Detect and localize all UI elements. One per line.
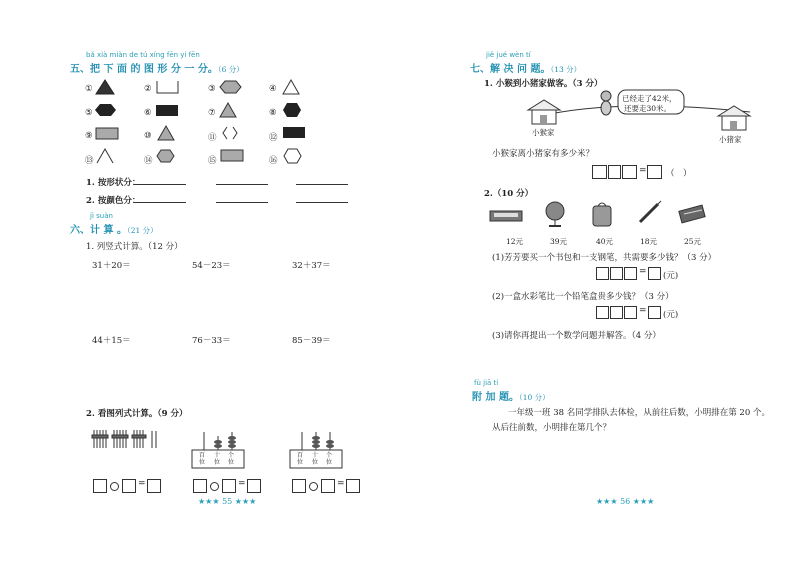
hexagon-outline-icon [284,149,304,164]
sec7-title: 七、解 决 问 题。（13 分） [470,64,582,75]
item-price: 12元 [506,237,524,246]
answer-line[interactable] [134,202,186,203]
abacus-label: 十 位 [214,452,221,466]
answer-box[interactable] [346,479,360,493]
equals-sign: = [238,479,246,489]
hexagon-grey-icon [157,150,177,164]
open-rectangle-icon [156,80,182,96]
bubble-text: 已经走了42米， [622,94,677,103]
extra-text-1: 一年级一班 38 名同学排队去体检，从前往后数，小明排在第 20 个。 [508,408,770,418]
item-price: 40元 [596,237,614,246]
abacus-label: 百 位 [199,452,206,466]
answer-box[interactable] [222,479,236,493]
shape-label: ① [85,84,93,94]
by-color-label: 2. 按颜色分： [86,196,141,206]
shape-label: ⑩ [144,131,152,141]
shape-label: ⑨ [85,131,93,141]
p1-title: 1. 小猴到小猪家做客。（3 分） [484,79,603,89]
calc-item: 31＋20＝ [92,261,131,271]
calc-item: 32＋37＝ [292,261,331,271]
triangle-outline-icon [283,80,301,96]
answer-box[interactable] [647,165,662,179]
answer-box[interactable] [596,267,609,280]
rectangle-dark-icon [283,127,307,139]
shape-label: ④ [269,84,277,94]
open-hexagon-icon [222,126,240,142]
answer-box[interactable] [648,306,661,319]
answer-box[interactable] [592,165,607,179]
triangle-grey-icon [158,126,176,142]
abacus-label: 个 位 [326,452,333,466]
pen-icon [636,200,664,226]
calc-item: 54－23＝ [192,261,231,271]
p2-title: 2.（10 分） [484,189,534,199]
operator-circle[interactable] [110,482,119,491]
answer-box[interactable] [321,479,335,493]
p2-q3: (3)请你再提出一个数学问题并解答。（4 分） [492,331,661,341]
answer-box[interactable] [622,165,637,179]
calc-item: 44＋15＝ [92,336,131,346]
operator-box[interactable] [610,306,623,319]
operator-box[interactable] [608,165,621,179]
sec5-pinyin: bǎ xià miàn de tú xíng fēn yi fēn [86,51,200,59]
abacus-label: 百 位 [297,452,304,466]
answer-box[interactable] [624,267,637,280]
shape-label: ⑥ [144,108,152,118]
schoolbag-icon [590,200,614,228]
answer-box[interactable] [193,479,207,493]
unit-text: (元) [663,271,679,281]
operator-circle[interactable] [309,482,318,491]
sec7-pinyin: jiě jué wèn tí [486,51,531,59]
equals-sign: = [639,267,647,277]
house-label: 小猪家 [719,135,742,144]
sec6-pinyin: jì suàn [90,212,113,220]
triangle-grey-icon [220,103,238,119]
shape-label: ⑦ [208,108,216,118]
answer-box[interactable] [624,306,637,319]
answer-box[interactable] [648,267,661,280]
answer-box[interactable] [93,479,107,493]
shape-label: ⑪ [208,133,217,143]
bubble-text: 还要走30米。 [624,104,672,113]
stick-bundles-icon [92,428,162,450]
rectangle-dark-icon [156,105,180,117]
shape-label: ⑮ [208,156,217,166]
q1-title: 1. 列竖式计算。（12 分） [86,242,183,252]
extra-title: 附 加 题。（10 分） [472,392,550,403]
page-number: ★★★ 56 ★★★ [596,497,655,506]
answer-line[interactable] [296,184,348,185]
answer-box[interactable] [292,479,306,493]
triangle-dark-icon [96,80,116,96]
item-price: 18元 [640,237,658,246]
operator-box[interactable] [610,267,623,280]
shape-label: ⑬ [85,156,94,166]
hexagon-dark-icon [283,103,303,118]
shape-label: ② [144,84,152,94]
answer-box[interactable] [147,479,161,493]
answer-box[interactable] [596,306,609,319]
shape-label: ⑯ [269,156,278,166]
extra-text-2: 从后往前数，小明排在第几个？ [492,423,612,433]
shape-label: ⑫ [269,133,278,143]
open-triangle-icon [97,149,115,165]
answer-box[interactable] [122,479,136,493]
house-label: 小猴家 [532,128,555,137]
item-price: 39元 [550,237,568,246]
rectangle-grey-icon [221,150,245,162]
abacus-label: 个 位 [228,452,235,466]
answer-line[interactable] [216,184,268,185]
calc-item: 85－39＝ [292,336,331,346]
globe-icon [542,200,570,228]
shape-label: ⑭ [144,156,153,166]
shape-label: ⑧ [269,108,277,118]
shape-label: ③ [208,84,216,94]
p1-question: 小猴家离小猪家有多少米？ [492,149,595,159]
unit-text: (元) [663,310,679,320]
answer-box[interactable] [247,479,261,493]
answer-line[interactable] [296,202,348,203]
answer-line[interactable] [216,202,268,203]
equals-sign: = [639,306,647,316]
equals-sign: = [337,479,345,489]
calc-item: 76－33＝ [192,336,231,346]
sec6-title: 六、计 算 。（21 分） [70,225,158,236]
unit-blank: （ ） [666,169,692,179]
pencil-case-icon [676,202,708,226]
by-shape-label: 1. 按形状分： [86,178,141,188]
hexagon-grey-icon [220,81,242,95]
equals-sign: = [639,166,647,176]
shape-label: ⑤ [85,108,93,118]
p2-q1: (1)芳芳要买一个书包和一支钢笔，共需要多少钱？（3 分） [492,253,717,263]
hexagon-dark-icon [95,104,117,118]
rectangle-grey-icon [96,128,120,140]
q2-title: 2. 看图列式计算。（9 分） [86,409,188,419]
item-price: 25元 [684,237,702,246]
answer-line[interactable] [134,184,186,185]
page-number: ★★★ 55 ★★★ [198,497,257,506]
abacus-label: 十 位 [312,452,319,466]
sec5-title: 五、把 下 面 的 图 形 分 一 分。（6 分） [70,64,244,75]
equals-sign: = [138,479,146,489]
p2-q2: (2)一盒水彩笔比一个铅笔盒贵多少钱？（3 分） [492,292,674,302]
operator-circle[interactable] [210,482,219,491]
pencil-box-icon [488,205,524,225]
extra-pinyin: fù jiā tí [474,379,499,387]
